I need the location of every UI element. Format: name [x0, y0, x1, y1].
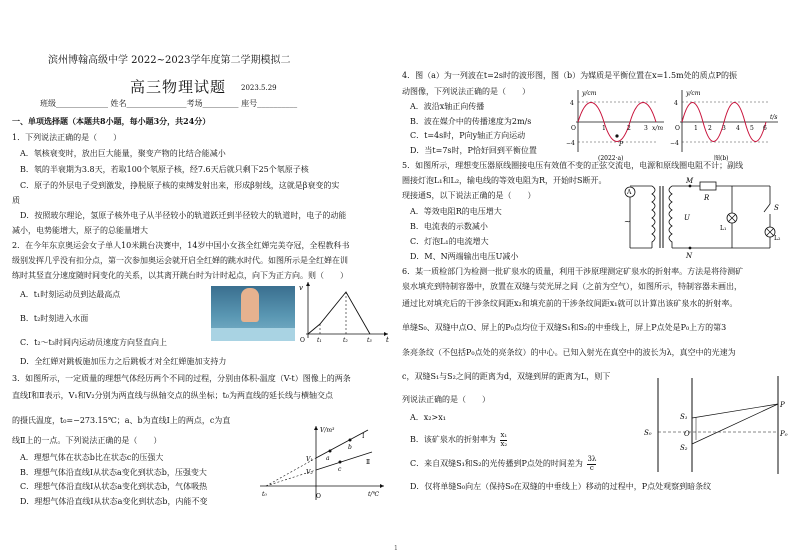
q2-option-a: A．t₁时刻运动员到达最高点	[20, 290, 121, 299]
m-label: M	[686, 177, 694, 185]
q5-stem-line: 现接通S，以下说法正确的是（ ）	[402, 191, 536, 200]
q3-option-b: B．理想气体沿直线Ⅰ从状态a变化到状态b，压强变大	[20, 468, 207, 477]
wave-graph-a	[566, 86, 666, 162]
line-I	[316, 430, 368, 458]
fraction-b	[500, 432, 507, 448]
q3-stem-line: 3．如图所示，一定质量的理想气体经历两个不同的过程，分别由体积-温度（V-t）图像上的两条	[12, 374, 351, 383]
s2-label: S₂	[680, 444, 688, 452]
tb-3: 3	[722, 125, 726, 132]
line-I-label: Ⅰ	[362, 433, 365, 440]
b-label: b	[348, 444, 352, 451]
xa-1: 1	[602, 125, 606, 132]
tb-label: t/s	[770, 114, 778, 121]
point-a	[329, 450, 332, 453]
q4-stem-line: 4．图（a）为一列波在t=2s时的波形图，图（b）为媒质是平衡位置在x=1.5m处的质点P的振	[402, 71, 737, 80]
tb-4: 4	[736, 125, 740, 132]
fraction-b-numerator: x₁	[500, 431, 508, 439]
switch-s	[764, 204, 770, 212]
ob: O	[675, 125, 680, 132]
q2-stem-line: 练时其竖直分速度随时间变化的关系，以其离开跳台时为计时起点，向下为正方向。则（ ）	[12, 271, 348, 280]
oa: O	[571, 125, 576, 132]
vibration-graph-b	[670, 86, 782, 162]
q6-option-c	[410, 456, 596, 472]
fraction-c-denominator: c	[589, 463, 594, 472]
point-c	[339, 461, 342, 464]
xa-2: 2	[627, 125, 631, 132]
ya-label: y/cm	[582, 90, 597, 97]
s1-label: S₁	[680, 413, 688, 421]
q2-option-d: D．全红婵对跳板施加压力之后跳板才对全红婵施加支持力	[20, 357, 227, 366]
t-arrow	[380, 484, 384, 488]
water-surface	[211, 328, 295, 341]
primary-coil	[652, 186, 655, 248]
q5-option-a: A．等效电阻R的电压增大	[410, 207, 502, 216]
q1-option-d: D．按照玻尔理论，氢原子核外电子从半径较小的轨道跃迁到半径较大的轨道时，电子的动能	[20, 211, 347, 220]
q3-option-a: A．理想气体在状态b比在状态c的压强大	[20, 453, 164, 462]
v-label: v	[299, 284, 303, 292]
c-label: c	[338, 466, 342, 473]
q6-stem-line: 列说法正确的是（ ）	[402, 395, 490, 404]
tb-2: 2	[708, 125, 712, 132]
caption-a: (2022·a)	[598, 155, 624, 162]
secondary-coil	[669, 186, 672, 248]
q5-stem-line: 圈接灯泡L₁和L₂，输电线的等效电阻为R，开始时S断开。	[402, 176, 607, 185]
q1-option-b: B．氡的半衰期为3.8天，若取100个氡原子核，经7.6天后就只剩下25个氡原子核	[20, 165, 309, 174]
point-b	[349, 439, 352, 442]
q6-option-b-text: B．该矿泉水的折射率为	[410, 435, 496, 445]
tb-1: 1	[694, 125, 698, 132]
school-header: 滨州博翰高级中学 2022~2023学年度第二学期模拟二	[48, 55, 291, 66]
fraction-b-denominator: x₂	[500, 439, 508, 448]
ya-m4: −4	[566, 140, 575, 147]
q1-option-c-cont: 质	[12, 196, 20, 205]
yb-label: y/cm	[686, 90, 701, 97]
q3-option-d: D．理想气体沿直线Ⅰ从状态a变化到状态b，内能不变	[20, 497, 208, 506]
v-arrow	[314, 426, 318, 430]
q4-stem-line: 动图像，下列说法正确的是（ ）	[402, 87, 530, 96]
q5-option-c: C．灯泡L₁的电流增大	[410, 237, 489, 246]
double-slit-diagram	[636, 372, 786, 478]
q3-stem-line: 直线Ⅰ和Ⅱ表示，V₁和V₂分别为两直线与纵轴交点的纵坐标；t₀为两直线的延长线与横轴交点	[12, 391, 333, 400]
diver-figure	[241, 288, 259, 322]
q1-option-d-cont: 减小，电势能增大，原子的总能量增大	[12, 226, 148, 235]
fraction-c-numerator: 3λ	[587, 455, 597, 463]
q5-stem-line: 5．如图所示，理想变压器原线圈接电压有效值不变的正弦交流电，电源和原线圈电阻不计；副线	[402, 161, 744, 170]
r-label: R	[704, 194, 710, 202]
q4-option-b: B．波在媒介中的传播速度为2m/s	[410, 117, 532, 126]
student-info-fields: 班级_____________ 姓名_______________考场_________ 座号__________	[40, 99, 298, 108]
q2-stem-line: 级别发挥几乎没有扣分点，第一次参加奥运会就开启全红婵的跳水时代。如图所示是全红婵在训	[12, 256, 348, 265]
line-II	[316, 452, 372, 470]
q6-stem-line: 单缝S₀、双缝中点O、屏上的P₀点均位于双缝S₁和S₂的中垂线上，屏上P点处是P₀上方的第3	[402, 323, 727, 332]
p0-label: P₀	[780, 430, 788, 438]
ac-source-symbol: ~	[624, 217, 631, 226]
section-heading: 一、单项选择题（本题共8小题，每小题3分，共24分）	[12, 116, 211, 126]
q1-stem: 1．下列说法正确的是（ ）	[12, 133, 122, 142]
yb-4: 4	[674, 100, 678, 107]
transformer-circuit	[620, 178, 784, 260]
q1-option-c: C．原子的外层电子受到激发，挣脱原子核的束缚发射出来，形成β射线，这就是β衰变的实	[20, 181, 340, 190]
q4-option-c: C．t=4s时，P向y轴正方向运动	[410, 131, 526, 140]
v-arrow	[306, 282, 310, 286]
caption-b: 图(b)	[714, 155, 729, 162]
fraction-c	[587, 456, 596, 472]
q4-option-d: D．当t=7s时，P恰好回到平衡位置	[410, 146, 537, 155]
s-label: S	[774, 204, 779, 212]
t2-label: t₂	[343, 337, 348, 344]
page-number: 1	[394, 545, 398, 552]
ya-4: 4	[570, 100, 574, 107]
q6-stem-line: 6．某一质检部门为检测一批矿泉水的质量，利用干涉原理测定矿泉水的折射率。方法是将待测矿	[402, 267, 744, 276]
diver-photo	[211, 286, 295, 341]
page-title: 高三物理试题	[130, 78, 227, 96]
t-label: t	[386, 336, 389, 344]
q2-option-c: C．t₂～t₃时间内运动员速度方向竖直向上	[20, 338, 167, 347]
q3-option-c: C．理想气体沿直线Ⅰ从状态a变化到状态b，气体吸热	[20, 482, 208, 491]
q2-velocity-graph	[298, 278, 394, 344]
q3-volume-temperature-graph	[258, 420, 390, 504]
v-axis-label: V/m³	[320, 427, 335, 434]
velocity-line	[308, 292, 370, 334]
exam-date: 2023.5.29	[241, 84, 277, 92]
a-label: a	[326, 455, 330, 462]
tb-6: 6	[763, 125, 767, 132]
q6-option-d: D．仅将单缝S₀向左（保持S₀在双缝的中垂线上）移动的过程中，P点处观察到暗条纹	[410, 482, 712, 491]
q4-option-a: A．波沿x轴正向传播	[410, 102, 485, 111]
ammeter-label: A	[627, 189, 632, 196]
ray-s2-p	[692, 404, 778, 444]
tb-5: 5	[750, 125, 754, 132]
n-label: N	[686, 252, 693, 260]
q3-stem-line: 的摄氏温度，t₀=−273.15℃；a、b为直线Ⅰ上的两点，c为直	[12, 416, 231, 425]
l1-label: L₁	[720, 225, 727, 232]
q2-stem-line: 2．在今年东京奥运会女子单人10米跳台决赛中，14岁中国小女孩全红婵完美夺冠，全程教科书	[12, 241, 350, 250]
point-p	[615, 134, 618, 137]
q6-stem-line: 条亮条纹（不包括P₀点处的亮条纹）的中心。已知入射光在真空中的波长为λ，真空中的光速为	[402, 348, 736, 357]
q3-stem-line: 线Ⅱ上的一点。下列说法正确的是（ ）	[12, 436, 162, 445]
q2-option-b: B．t₂时刻进入水面	[20, 314, 89, 323]
t3-label: t₃	[367, 337, 372, 344]
v1-label: V₁	[306, 456, 313, 463]
q6-stem-line: 通过比对填充后的干涉条纹间距x₂和填充前的干涉条纹间距x₁就可以计算出该矿泉水的折射率。	[402, 299, 738, 308]
xa-label: x/m	[652, 125, 664, 132]
q6-option-b	[410, 432, 507, 448]
t-axis-label: t/℃	[368, 491, 380, 498]
ray-s1-p	[692, 404, 778, 418]
resistor-r	[700, 182, 716, 190]
q1-option-a: A．氡核衰变时，放出巨大能量，聚变产物的比结合能减小	[20, 149, 226, 158]
origin-label: O	[300, 337, 305, 344]
p-label: P	[780, 401, 785, 409]
s0-label: S₀	[644, 429, 652, 437]
u-label: U	[684, 214, 690, 222]
q6-option-c-text: C．来自双缝S₁和S₂的光传播到P点处的时间差为	[410, 459, 583, 469]
t0-label: t₀	[262, 491, 267, 498]
q5-option-b: B．电流表的示数减小	[410, 222, 488, 231]
yb-m4: −4	[670, 140, 679, 147]
q5-option-d: D．M、N两端输出电压U减小	[410, 252, 519, 261]
t1-label: t₁	[317, 337, 322, 344]
q6-stem-line: 泉水填充到特制容器中，放置在双缝与荧光屏之间（之前为空气），如图所示，特制容器未画出，	[402, 282, 742, 291]
q6-stem-line: c，双缝S₁与S₂之间的距离为d，双缝到屏的距离为L，则下	[402, 372, 611, 381]
xa-3: 3	[644, 125, 648, 132]
o-label: O	[684, 430, 690, 438]
line-II-label: Ⅱ	[366, 459, 371, 466]
pa-label: P	[619, 141, 624, 148]
node-n	[689, 247, 692, 250]
origin-label: O	[316, 493, 321, 500]
l2-label: L₂	[774, 235, 781, 242]
q6-option-a: A．x₂>x₁	[410, 413, 446, 422]
node-m	[689, 185, 692, 188]
v2-label: V₂	[306, 469, 313, 476]
